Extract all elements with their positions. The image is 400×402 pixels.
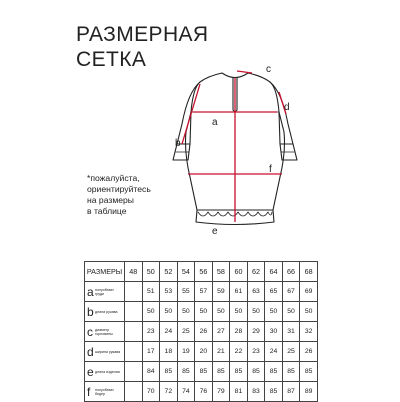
- table-cell: 17: [142, 342, 160, 362]
- table-cell: 29: [247, 322, 265, 342]
- size-header-cell: 50: [142, 262, 160, 282]
- table-cell: 67: [282, 282, 300, 302]
- table-row: [85, 342, 318, 362]
- table-cell: 24: [160, 322, 178, 342]
- table-cell: 85: [247, 362, 265, 382]
- figure-label-a: a: [212, 117, 218, 128]
- table-cell: 31: [282, 322, 300, 342]
- table-cell: 22: [230, 342, 248, 362]
- table-cell: [125, 322, 143, 342]
- table-row: [85, 362, 318, 382]
- measurement-description: ширина рукава: [95, 349, 121, 354]
- measurement-letter: b: [87, 304, 94, 319]
- measurement-letter: f: [87, 384, 91, 399]
- table-cell: 50: [160, 302, 178, 322]
- table-cell: 85: [160, 362, 178, 382]
- table-cell: 23: [247, 342, 265, 362]
- table-cell: 24: [265, 342, 283, 362]
- measurement-description: длина изделия: [95, 369, 120, 374]
- note-line: ориентируйтесь: [87, 184, 151, 194]
- table-cell: 81: [230, 382, 248, 402]
- note-line: в таблице: [87, 206, 127, 216]
- table-cell: 50: [265, 302, 283, 322]
- size-header-cell: 68: [300, 262, 318, 282]
- size-header-cell: 64: [265, 262, 283, 282]
- table-cell: 85: [282, 362, 300, 382]
- table-cell: 32: [300, 322, 318, 342]
- table-cell: 63: [247, 282, 265, 302]
- size-header-cell: 54: [177, 262, 195, 282]
- table-cell: [125, 342, 143, 362]
- table-row: [85, 382, 318, 402]
- measurement-label: [85, 382, 125, 402]
- title-line-1: РАЗМЕРНАЯ: [76, 23, 209, 46]
- size-header-cell: 66: [282, 262, 300, 282]
- table-header-row: [85, 262, 318, 282]
- figure-label-c: c: [266, 64, 271, 75]
- measurement-label: [85, 282, 125, 302]
- measurement-letter: a: [87, 284, 94, 299]
- table-cell: 79: [212, 382, 230, 402]
- table-cell: [125, 302, 143, 322]
- table-cell: 84: [142, 362, 160, 382]
- dress-right-sleeve: [270, 82, 293, 144]
- title-line-2: СЕТКА: [76, 48, 147, 71]
- measurement-letter: c: [87, 324, 93, 339]
- figure-label-f: f: [269, 164, 272, 175]
- table-cell: 85: [300, 362, 318, 382]
- table-cell: [125, 362, 143, 382]
- table-cell: 55: [177, 282, 195, 302]
- table-cell: 27: [212, 322, 230, 342]
- table-cell: 70: [142, 382, 160, 402]
- measurement-description: длина рукава: [95, 309, 118, 314]
- table-cell: 59: [212, 282, 230, 302]
- table-cell: 50: [282, 302, 300, 322]
- figure-label-e: e: [212, 226, 218, 237]
- table-cell: 85: [212, 362, 230, 382]
- size-table: [84, 261, 318, 402]
- table-cell: 72: [160, 382, 178, 402]
- size-header-cell: 60: [230, 262, 248, 282]
- table-cell: 53: [160, 282, 178, 302]
- table-cell: 85: [230, 362, 248, 382]
- table-cell: 25: [177, 322, 195, 342]
- size-header-cell: 48: [125, 262, 143, 282]
- table-cell: 50: [212, 302, 230, 322]
- table-cell: 85: [265, 362, 283, 382]
- table-cell: 51: [142, 282, 160, 302]
- table-cell: 20: [195, 342, 213, 362]
- measurement-label: [85, 302, 125, 322]
- measurement-description: диаметр горловины: [95, 327, 113, 336]
- table-cell: 50: [177, 302, 195, 322]
- measurement-label: [85, 362, 125, 382]
- figure-label-b: b: [175, 138, 181, 149]
- size-header-cell: 58: [212, 262, 230, 282]
- table-cell: 26: [195, 322, 213, 342]
- table-cell: [125, 382, 143, 402]
- table-cell: 76: [195, 382, 213, 402]
- table-header-label: РАЗМЕРЫ: [85, 262, 125, 282]
- table-cell: 18: [160, 342, 178, 362]
- dress-left-sleeve: [177, 82, 200, 144]
- table-cell: 85: [265, 382, 283, 402]
- measurement-label: [85, 322, 125, 342]
- table-cell: 19: [177, 342, 195, 362]
- table-cell: 50: [300, 302, 318, 322]
- measurement-label: [85, 342, 125, 362]
- table-cell: 85: [177, 362, 195, 382]
- note-line: на размеры: [87, 195, 134, 205]
- table-cell: 50: [247, 302, 265, 322]
- table-cell: 28: [230, 322, 248, 342]
- size-header-cell: 56: [195, 262, 213, 282]
- table-cell: 69: [300, 282, 318, 302]
- table-cell: 21: [212, 342, 230, 362]
- table-cell: 87: [282, 382, 300, 402]
- size-header-cell: 52: [160, 262, 178, 282]
- table-cell: [125, 282, 143, 302]
- table-cell: 74: [177, 382, 195, 402]
- table-cell: 89: [300, 382, 318, 402]
- measurement-letter: d: [87, 344, 94, 359]
- table-cell: 50: [230, 302, 248, 322]
- dress-neckline: [222, 73, 248, 78]
- dress-illustration: [160, 62, 310, 242]
- size-note: [87, 173, 151, 217]
- measurement-description: полуобхват груди: [95, 287, 114, 296]
- table-row: [85, 282, 318, 302]
- table-cell: 85: [195, 362, 213, 382]
- table-cell: 83: [247, 382, 265, 402]
- table-cell: 65: [265, 282, 283, 302]
- measure-line-c: [237, 71, 252, 73]
- measurement-description: полуобхват бедер: [95, 387, 114, 396]
- table-cell: 50: [142, 302, 160, 322]
- size-header-cell: 62: [247, 262, 265, 282]
- table-cell: 26: [300, 342, 318, 362]
- note-line: *пожалуйста,: [87, 173, 140, 183]
- table-cell: 61: [230, 282, 248, 302]
- figure-label-d: d: [284, 102, 290, 113]
- table-cell: 57: [195, 282, 213, 302]
- table-cell: 50: [195, 302, 213, 322]
- table-cell: 30: [265, 322, 283, 342]
- table-cell: 23: [142, 322, 160, 342]
- table-row: [85, 302, 318, 322]
- table-row: [85, 322, 318, 342]
- measurement-letter: e: [87, 364, 94, 379]
- table-cell: 25: [282, 342, 300, 362]
